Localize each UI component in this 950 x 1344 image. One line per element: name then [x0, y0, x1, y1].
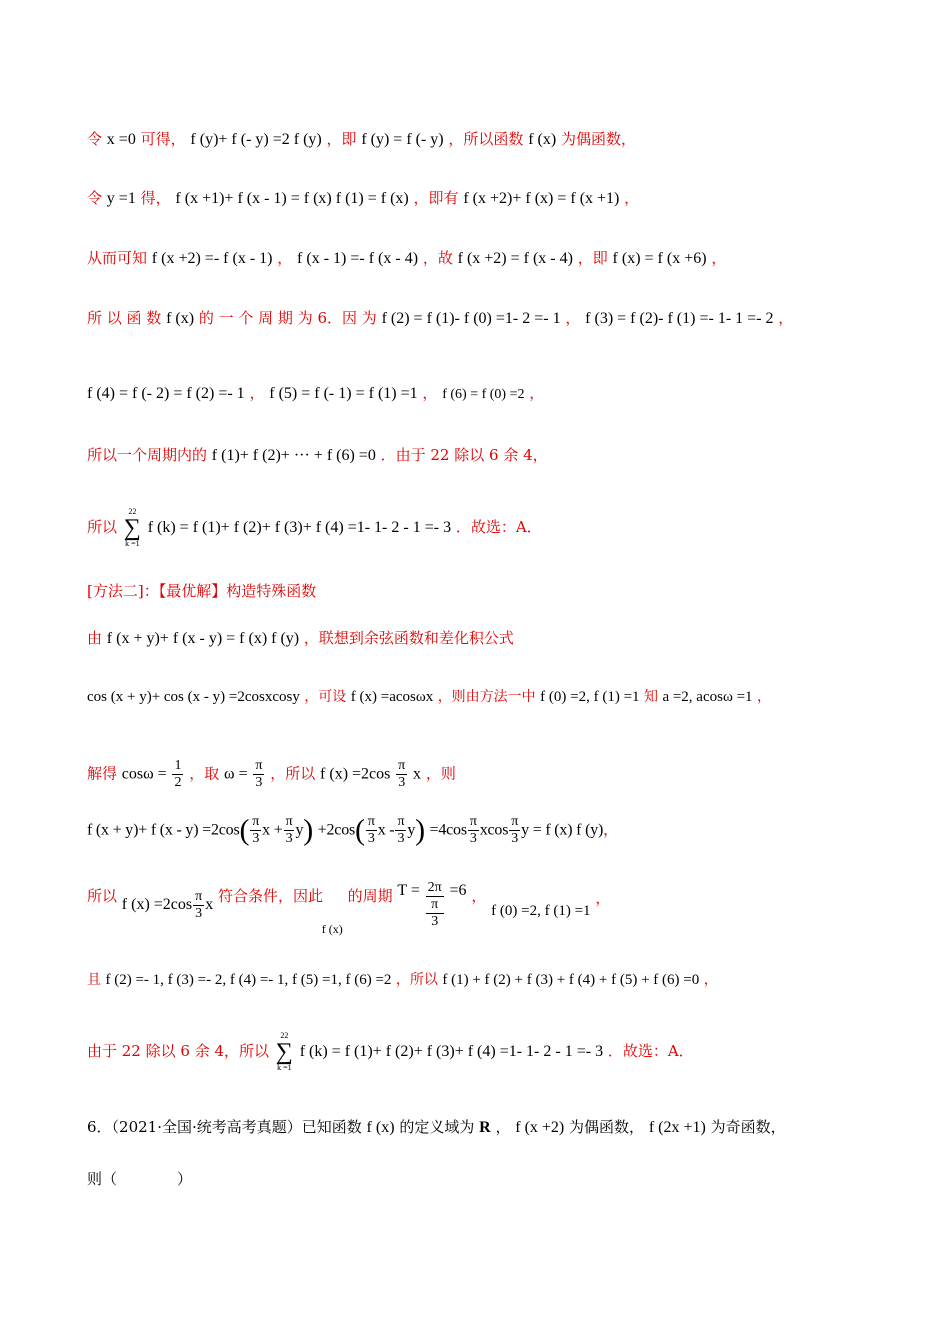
math: f (0) =2, f (1) =1: [491, 903, 591, 919]
text: ，: [422, 384, 438, 402]
solution-line-11: [87, 758, 910, 791]
fraction: [284, 814, 295, 847]
text: 所 以 函 数: [87, 309, 162, 327]
math: f (x) =2cos: [320, 765, 391, 783]
math: +2cos: [317, 821, 356, 839]
sum-symbol: ∑: [275, 1039, 293, 1065]
text: 6．（2021·全国·统考高考真题）已知函数: [87, 1118, 362, 1136]
fraction: [253, 758, 264, 791]
fraction: [193, 889, 204, 922]
summation: [276, 1032, 293, 1072]
math: f (x): [166, 310, 195, 327]
summation: [124, 508, 141, 548]
text: ，: [277, 249, 293, 267]
denominator: 3: [367, 831, 375, 846]
text: 的 一 个 周 期 为 6．因 为: [198, 309, 377, 327]
text: ，所以: [270, 764, 316, 783]
math: f (5) = f (- 1) = f (1) =1: [269, 385, 418, 402]
math: f (x - 1) =- f (x - 4): [297, 250, 419, 267]
math: f (x +2) =- f (x - 1): [151, 250, 273, 267]
math: f (x +2): [515, 1119, 565, 1136]
real-set-symbol: R: [479, 1119, 491, 1136]
math: f (x): [321, 922, 343, 936]
numerator: π: [252, 814, 260, 829]
text: 得，: [140, 189, 171, 207]
question-6-stem-end: [87, 1172, 910, 1187]
fraction: [172, 758, 183, 791]
math: f (k) = f (1)+ f (2)+ f (3)+ f (4) =1- 1- 2 - 1 =- 3: [299, 1043, 604, 1060]
math: f (2) = f (1)- f (0) =1- 2 =- 1: [381, 310, 561, 327]
text: 所以一个周期内的: [87, 446, 208, 464]
math: y =1: [106, 190, 136, 207]
solution-line-13: [87, 880, 910, 937]
text: ，可设: [304, 689, 347, 705]
numerator: π: [285, 814, 293, 829]
math: f (x + y)+ f (x - y) = f (x) f (y): [106, 630, 300, 647]
text: 所以: [87, 887, 118, 905]
numerator: 2π: [427, 880, 442, 895]
text: [方法二]：【最优解】构造特殊函数: [87, 582, 317, 600]
math: =6: [449, 882, 467, 899]
numerator: π: [397, 814, 405, 829]
text: ，则: [425, 764, 456, 783]
text: ，: [495, 1118, 511, 1136]
fraction: [468, 814, 479, 847]
text: ，即有: [413, 189, 459, 207]
math: x -: [377, 821, 395, 839]
text: ，即: [326, 130, 357, 148]
math: =4cos: [429, 821, 467, 839]
text: 所以: [87, 518, 118, 536]
math: xcos: [479, 821, 509, 839]
sum-lower: k =1: [125, 539, 140, 548]
math: f (1) + f (2) + f (3) + f (4) + f (5) + f (6) =0: [442, 972, 700, 988]
period-fraction: [426, 880, 444, 930]
text: 知: [643, 689, 658, 705]
math: cosω =: [121, 765, 167, 783]
text: 可得，: [140, 130, 186, 148]
text: 由于 22 除以 6 余 4，所以: [87, 1042, 270, 1060]
text: 为偶函数，: [560, 130, 636, 148]
math: f (y)+ f (- y) =2 f (y): [190, 131, 322, 148]
math: f (0) =2, f (1) =1: [540, 689, 640, 705]
math: f (x) =acosωx: [350, 689, 434, 705]
text: ，: [565, 309, 581, 327]
numerator: π: [469, 814, 477, 829]
solution-line-1: [87, 132, 910, 148]
denominator: 3: [195, 905, 203, 921]
math: x: [205, 896, 214, 913]
text: ，: [471, 887, 487, 905]
text: ，: [703, 972, 718, 988]
solution-line-14: [87, 973, 910, 988]
sum-upper: 22: [128, 507, 137, 516]
solution-line-15: [87, 1032, 910, 1072]
text: ，联想到余弦函数和差化积公式: [303, 629, 514, 647]
math: y = f (x) f (y): [521, 821, 604, 839]
math: y: [295, 821, 304, 839]
sum-upper: 22: [280, 1031, 289, 1040]
solution-line-2: [87, 191, 910, 207]
text: 由: [87, 629, 103, 647]
math: a =2, acosω =1: [662, 689, 753, 705]
numerator: 1: [174, 758, 182, 773]
text: ，: [529, 384, 545, 402]
denominator: 2: [174, 775, 182, 790]
text: ．由于 22 除以 6 余 4，: [380, 446, 548, 464]
text: ，: [757, 689, 771, 705]
solution-line-6: [87, 448, 910, 464]
text: 从而可知: [87, 249, 148, 267]
math: f (k) = f (1)+ f (2)+ f (3)+ f (4) =1- 1- 2 - 1 =- 3: [147, 519, 452, 536]
solution-line-4: [87, 311, 910, 327]
text: 的周期: [347, 887, 393, 905]
math: f (2) =- 1, f (3) =- 2, f (4) =- 1, f (5) =1, f (6) =2: [105, 972, 392, 988]
text: ．故选：A．: [455, 518, 542, 536]
math: f (x) =2cos: [121, 896, 193, 913]
numerator: π: [255, 758, 263, 773]
fraction: [509, 814, 520, 847]
math: f (4) = f (- 2) = f (2) =- 1: [87, 385, 245, 402]
solution-line-9: [87, 631, 910, 647]
text: ，取: [189, 764, 220, 783]
text: ．故选：A．: [607, 1042, 694, 1060]
text: ，所以: [395, 972, 438, 988]
math: f (x +2)+ f (x) = f (x +1): [463, 190, 620, 207]
math: cos (x + y)+ cos (x - y) =2cosxcosy: [87, 689, 300, 705]
numerator: π: [195, 888, 203, 904]
math: f (x): [528, 131, 557, 148]
text: 则（ ）: [87, 1170, 193, 1188]
text: ，则由方法一中: [437, 689, 536, 705]
fraction: [250, 814, 261, 847]
math: T =: [397, 882, 420, 899]
math: f (x + y)+ f (x - y) =2cos: [87, 821, 240, 839]
text: ，即: [577, 249, 608, 267]
math: f (1)+ f (2)+ ··· + f (6) =0: [211, 447, 376, 464]
text: ，: [249, 384, 265, 402]
numerator: π: [367, 814, 375, 829]
sum-symbol: ∑: [123, 515, 141, 541]
text: 令: [87, 189, 103, 207]
question-6: [87, 1120, 910, 1136]
sum-lower: k =1: [277, 1063, 292, 1072]
math: f (x +2) = f (x - 4): [457, 250, 573, 267]
text: 令: [87, 130, 103, 148]
math: f (x) = f (x +6): [612, 250, 707, 267]
math: x +: [262, 821, 283, 839]
math: y: [407, 821, 416, 839]
solution-line-7: [87, 508, 910, 548]
text: 符合条件，因此: [218, 887, 324, 905]
text: ，: [624, 189, 640, 207]
math: f (x +1)+ f (x - 1) = f (x) f (1) = f (x): [175, 190, 409, 207]
text: 解得: [87, 764, 118, 783]
numerator: π: [511, 814, 519, 829]
text: ，: [595, 889, 611, 907]
math: f (y) = f (- y): [361, 131, 444, 148]
math: x =0: [106, 131, 136, 148]
text: 且: [87, 972, 101, 988]
solution-line-5: [87, 386, 910, 402]
text: ，故: [422, 249, 453, 267]
text: 为偶函数，: [569, 1118, 645, 1136]
numerator: π: [398, 758, 406, 773]
denominator: 3: [285, 831, 293, 846]
solution-line-3: [87, 251, 910, 267]
math: f (6) = f (0) =2: [442, 387, 525, 402]
math: f (3) = f (2)- f (1) =- 1- 1 =- 2: [585, 310, 774, 327]
denominator: 3: [252, 831, 260, 846]
solution-line-10: [87, 690, 910, 705]
fraction: [366, 814, 377, 847]
math: ω =: [224, 765, 248, 783]
denominator: 3: [255, 775, 263, 790]
text: 的定义域为: [399, 1118, 475, 1136]
text: ，: [603, 820, 618, 839]
method-two-heading: [87, 584, 910, 599]
solution-line-12: f (x + y)+ f (x - y) =2cos( $\frac{\pi}{3}$ x + $\frac{\pi}{3}$ y) +2cos( $\frac{\pi}{3}$ x - $\frac{\pi}{3}$ y) =4cos $\frac{\pi}{3}$ xcos $\frac{\pi}{3}$ y = f (x) f (y)，: [87, 813, 618, 847]
math: f (2x +1): [648, 1119, 706, 1136]
denominator: 3: [469, 831, 477, 846]
text: ，所以函数: [448, 130, 524, 148]
fraction: [395, 814, 406, 847]
fraction: [396, 758, 407, 791]
denominator: 3: [397, 831, 405, 846]
text: 为奇函数，: [710, 1118, 786, 1136]
math: f (x): [366, 1119, 395, 1136]
denominator: 3: [431, 914, 439, 929]
denominator: 3: [398, 775, 406, 790]
text: ，: [778, 309, 794, 327]
math: x: [413, 765, 422, 783]
denominator: 3: [511, 831, 519, 846]
denominator: π: [426, 897, 444, 914]
text: ，: [711, 249, 727, 267]
